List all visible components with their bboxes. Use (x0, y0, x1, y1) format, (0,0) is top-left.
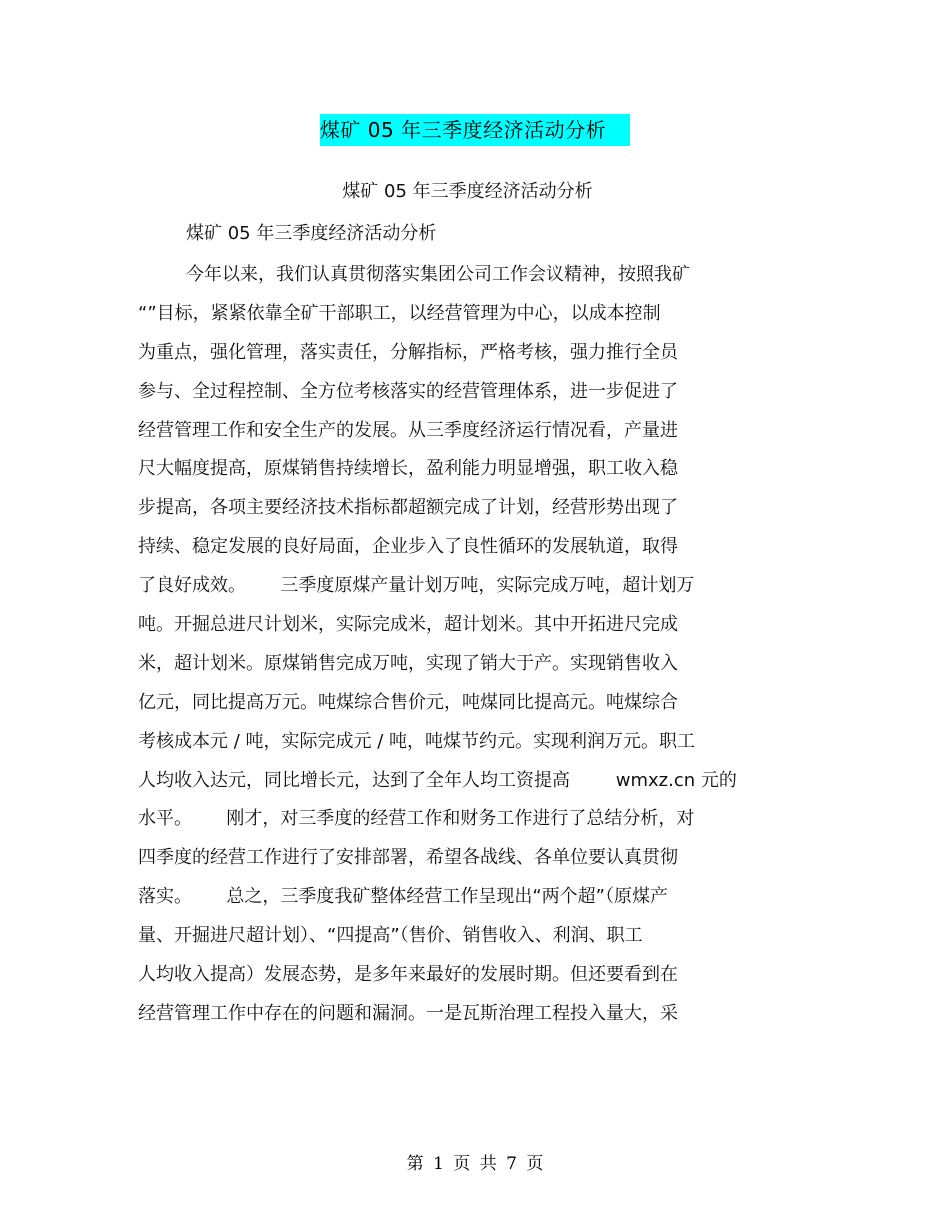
paragraph-line: 吨。开掘总进尺计划米，实际完成米，超计划米。其中开拓进尺完成 (138, 614, 678, 636)
paragraph-line: 今年以来，我们认真贯彻落实集团公司工作会议精神，按照我矿 (186, 264, 690, 285)
document-title: 煤矿 05 年三季度经济活动分析 (320, 114, 630, 146)
paragraph-line: 经营管理工作和安全生产的发展。从三季度经济运行情况看，产量进 (138, 419, 678, 441)
title-container (0, 114, 950, 146)
paragraph-line: 四季度的经营工作进行了安排部署，希望各战线、各单位要认真贯彻 (138, 847, 678, 869)
paragraph-line: 尺大幅度提高，原煤销售持续增长，盈利能力明显增强，职工收入稳 (138, 458, 678, 480)
paragraph-line: 为重点，强化管理，落实责任，分解指标，严格考核，强力推行全员 (138, 341, 678, 363)
paragraph-line: 经营管理工作中存在的问题和漏洞。一是瓦斯治理工程投入量大，采 (138, 1002, 678, 1024)
paragraph-line: 了良好成效。 三季度原煤产量计划万吨，实际完成万吨，超计划万 (138, 575, 695, 597)
paragraph-line: 水平。 刚才，对三季度的经营工作和财务工作进行了总结分析，对 (138, 808, 695, 830)
page-number-footer: 第 1 页 共 7 页 (406, 1154, 544, 1174)
paragraph-line: 参与、全过程控制、全方位考核落实的经营管理体系，进一步促进了 (138, 380, 678, 402)
section-heading: 煤矿 05 年三季度经济活动分析 (186, 223, 437, 244)
paragraph-line: 考核成本元 / 吨，实际完成元 / 吨，吨煤节约元。实现利润万元。职工 (138, 730, 696, 752)
document-subtitle: 煤矿 05 年三季度经济活动分析 (342, 181, 593, 202)
paragraph-line: 亿元，同比提高万元。吨煤综合售价元，吨煤同比提高元。吨煤综合 (138, 691, 678, 713)
paragraph-line: 持续、稳定发展的良好局面，企业步入了良性循环的发展轨道，取得 (138, 536, 678, 558)
paragraph-line: 量、开掘进尺超计划）、“四提高”（售价、销售收入、利润、职工 (138, 925, 643, 947)
paragraph-line: 米，超计划米。原煤销售完成万吨，实现了销大于产。实现销售收入 (138, 652, 678, 674)
paragraph-line: 步提高，各项主要经济技术指标都超额完成了计划，经营形势出现了 (138, 497, 678, 519)
paragraph-line: 人均收入达元，同比增长元，达到了全年人均工资提高 wmxz.cn 元的 (138, 769, 737, 791)
paragraph-line: 落实。 总之，三季度我矿整体经营工作呈现出“两个超”（原煤产 (138, 886, 668, 908)
paragraph-line: “”目标，紧紧依靠全矿干部职工，以经营管理为中心，以成本控制 (138, 302, 661, 324)
body-paragraph (138, 256, 798, 1034)
paragraph-line: 人均收入提高）发展态势，是多年来最好的发展时期。但还要看到在 (138, 964, 678, 986)
